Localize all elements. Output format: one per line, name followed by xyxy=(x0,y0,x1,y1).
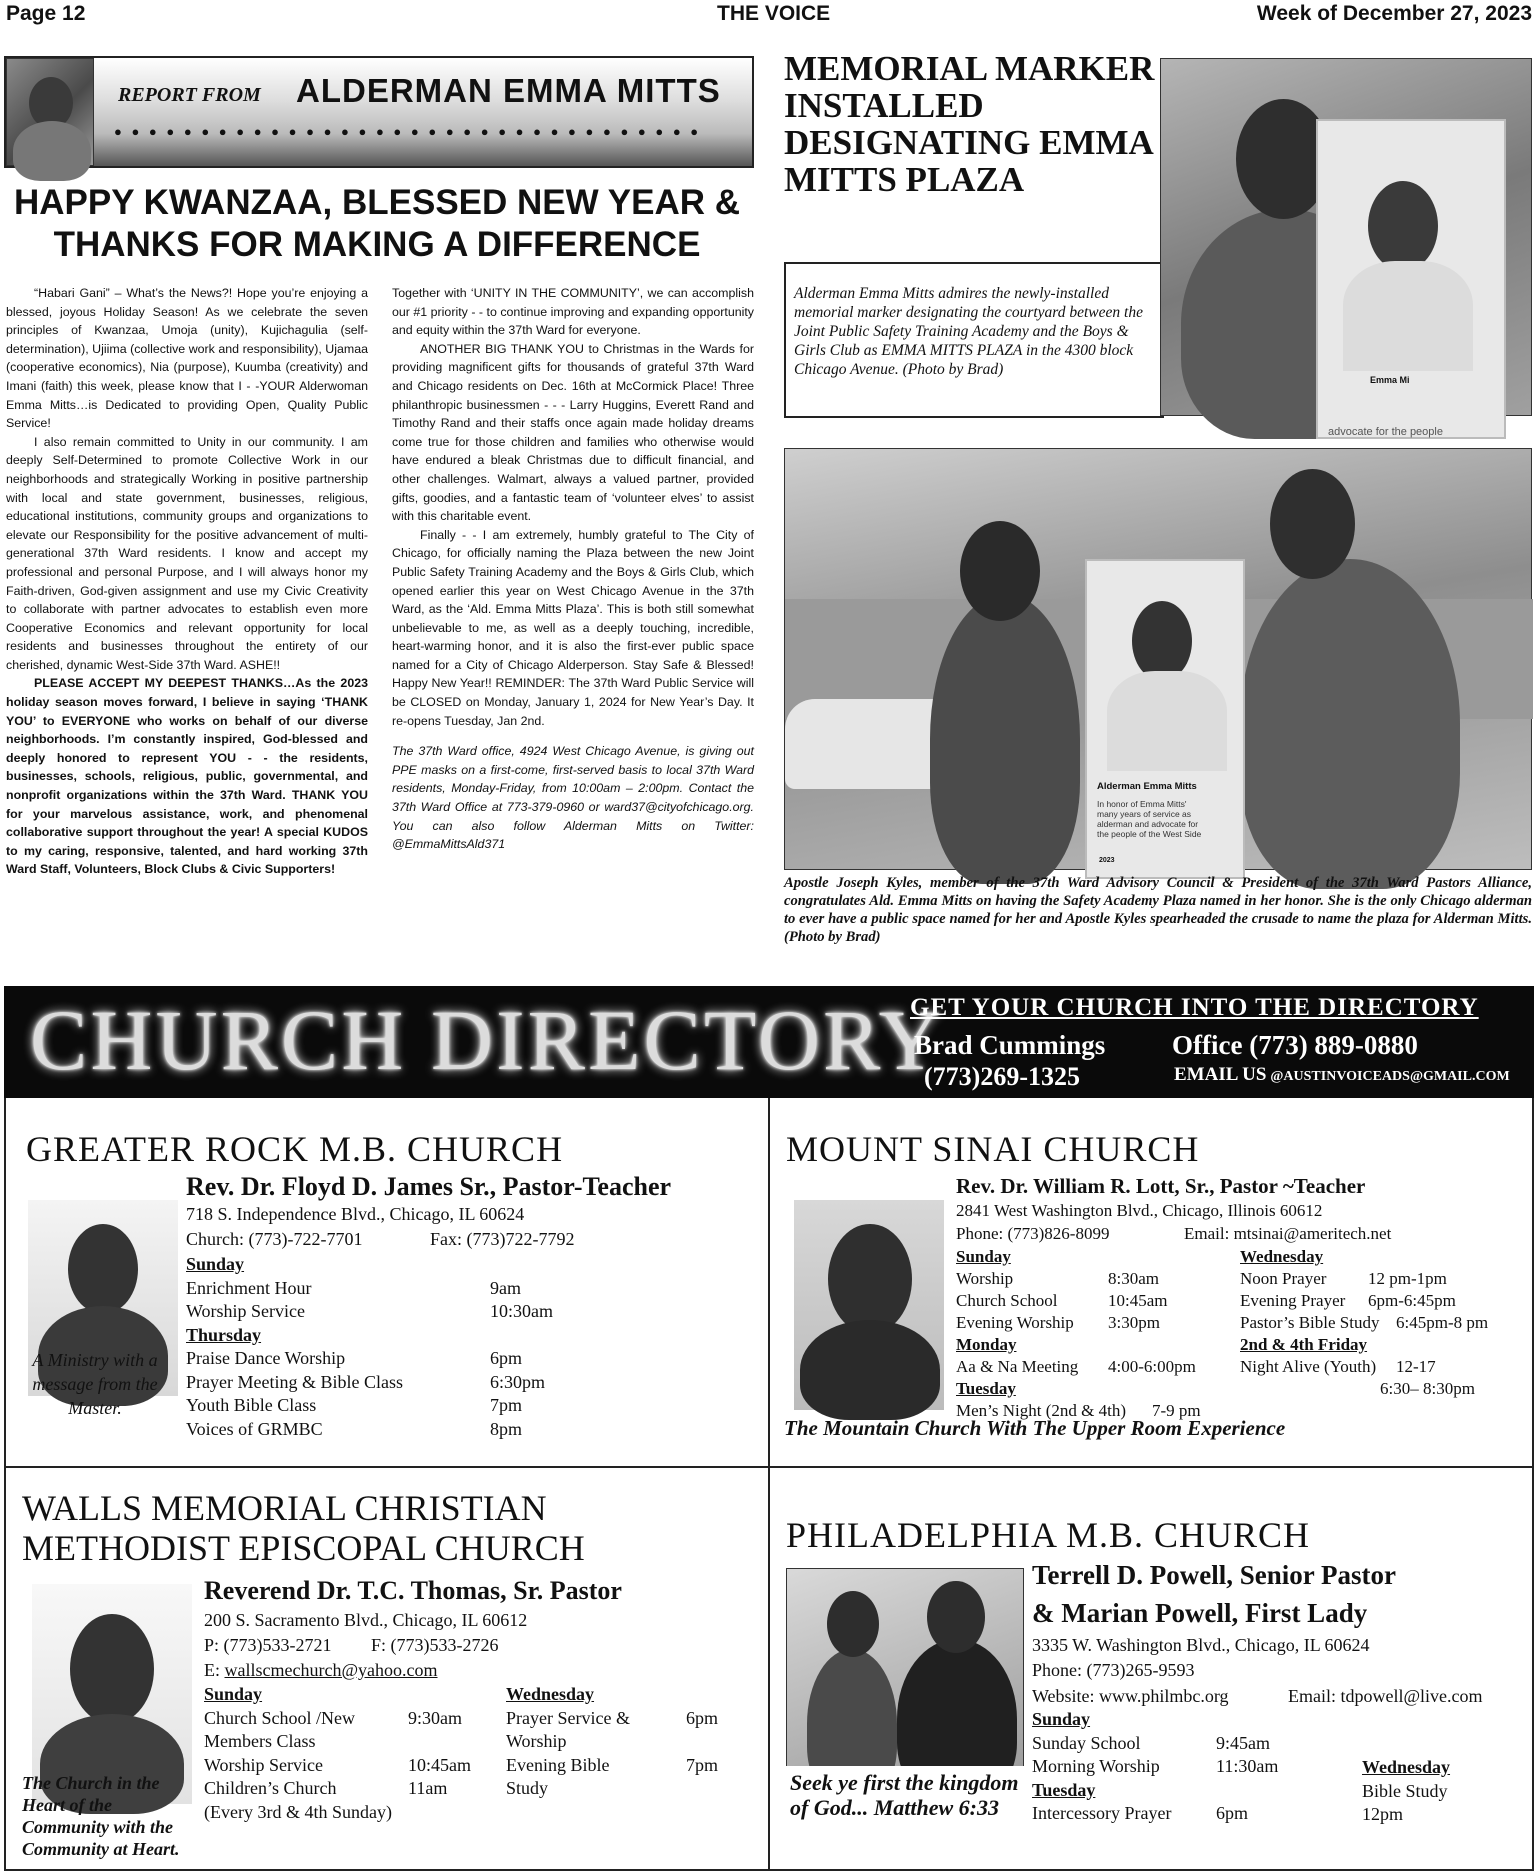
article-mid-column xyxy=(392,284,754,969)
directory-contact-phone: (773)269-1325 xyxy=(924,1062,1080,1091)
schedule-row: Study xyxy=(506,1778,549,1798)
schedule-row: Evening Prayer 6pm-6:45pm xyxy=(1240,1291,1456,1310)
paper-name: THE VOICE xyxy=(717,2,831,25)
article-paragraph: The 37th Ward office, 4924 West Chicago Avenue, is giving out PPE masks on a first-come, first-served basis to local 37th Ward residents, Monday-Friday, from 10:00am – 2:00pm. Contact the 37th Ward Office at 773-379-0960 or ward37@cityofchicago.org. You can also follow Alderman Mitts on Twitter: @EmmaMittsAld371 xyxy=(392,744,754,852)
directory-contact-name: Brad Cummings xyxy=(914,1030,1106,1060)
church-name-line1: WALLS MEMORIAL CHRISTIAN xyxy=(22,1488,547,1528)
church-name: MOUNT SINAI CHURCH xyxy=(786,1129,1200,1169)
pastor-couple-photo xyxy=(786,1568,1024,1780)
directory-email: @AUSTINVOICEADS@GMAIL.COM xyxy=(1270,1069,1510,1084)
schedule-row: Sunday xyxy=(186,1254,245,1274)
schedule-row: Church School /New 9:30am xyxy=(204,1707,462,1728)
philadelphia-schedule-right xyxy=(1362,1756,1522,1827)
schedule-row: Pastor’s Bible Study 6:45pm-8 pm xyxy=(1240,1313,1489,1332)
schedule-row: Church School 10:45am xyxy=(956,1291,1168,1310)
alderman-name-banner: ALDERMAN EMMA MITTS xyxy=(296,72,721,109)
schedule-row: Morning Worship 11:30am xyxy=(1032,1756,1279,1776)
directory-get-listed: GET YOUR CHURCH INTO THE DIRECTORY xyxy=(910,994,1479,1021)
church-directory-banner xyxy=(4,986,1534,1098)
schedule-row: 6:30– 8:30pm xyxy=(1380,1379,1475,1398)
church-email: Email: mtsinai@ameritech.net xyxy=(1184,1224,1392,1243)
plaza-photo-caption: Apostle Joseph Kyles, member of the 37th Ward Advisory Council & President of the 37th Ward Pastors Alliance, congratulates Ald. Emma Mitts on having the Safety Academy Plaza named in her honor. She is the only Chicago alderman to ever have a public space named for her and Apostle Kyles spearheaded the crusade to name the plaza for Alderman Mitts. (Photo by Brad) xyxy=(784,875,1532,945)
schedule-row: Prayer Service & 6pm xyxy=(506,1707,719,1728)
church-address: 2841 West Washington Blvd., Chicago, Illinois 60612 xyxy=(956,1201,1323,1220)
pastor-name: Rev. Dr. William R. Lott, Sr., Pastor ~Teacher xyxy=(956,1174,1366,1198)
email-label: E: xyxy=(204,1660,220,1680)
church-tagline: The Mountain Church With The Upper Room Experience xyxy=(784,1416,1286,1440)
church-name-line2: METHODIST EPISCOPAL CHURCH xyxy=(22,1528,585,1568)
church-phone: P: (773)533-2721 xyxy=(204,1635,332,1655)
schedule-row: Evening Worship 3:30pm xyxy=(956,1313,1160,1332)
schedule-row: Evening Bible 7pm xyxy=(506,1754,719,1775)
church-name: GREATER ROCK M.B. CHURCH xyxy=(26,1129,564,1169)
church-tagline: The Church in the Heart of the Community with the Community at Heart. xyxy=(22,1773,180,1859)
church-address: 718 S. Independence Blvd., Chicago, IL 60624 xyxy=(186,1204,525,1224)
plaza-photo xyxy=(784,448,1532,870)
mount-sinai-schedule-left xyxy=(956,1246,1246,1422)
first-lady-name: & Marian Powell, First Lady xyxy=(1032,1598,1368,1628)
schedule-row: Sunday xyxy=(956,1247,1011,1266)
schedule-row: (Every 3rd & 4th Sunday) xyxy=(204,1801,392,1822)
church-phone: Phone: (773)826-8099 xyxy=(956,1224,1110,1243)
schedule-row: Tuesday xyxy=(956,1379,1016,1398)
greater-rock-schedule xyxy=(186,1253,606,1441)
directory-title: CHURCH DIRECTORY xyxy=(30,992,944,1088)
schedule-row: Worship 8:30am xyxy=(956,1269,1159,1288)
church-email: Email: tdpowell@live.com xyxy=(1288,1686,1483,1706)
schedule-row: Sunday School 9:45am xyxy=(1032,1732,1270,1753)
alderman-portrait xyxy=(6,58,94,166)
schedule-row: Worship Service 10:45am xyxy=(204,1754,471,1775)
church-name: PHILADELPHIA M.B. CHURCH xyxy=(786,1515,1311,1555)
article-paragraph: I also remain committed to Unity in our community. I am deeply Self-Determined to promote Collective Work in our neighborhoods and strategically Working in positive partnership with local and state government, businesses, religious, educational institutions, community groups and organizations to elevate our Responsibility for the positive advancement of multi-generational 37th Ward residents. I know and accept my professional and personal Purpose, and I will always honor my Faith-driven, God-given assignment and use my Civic Creativity to collaborate with partner advocates to establish even more Cooperative Economics and relevant opportunity for local residents and businesses throughout the entirety of our cherished, dynamic West-Side 37th Ward. ASHE!! xyxy=(6,434,368,672)
memorial-photo xyxy=(1160,58,1532,438)
memorial-title: MEMORIAL MARKER INSTALLED DESIGNATING EMMA MITTS PLAZA xyxy=(784,49,1155,199)
memorial-caption-box xyxy=(784,262,1164,418)
headline xyxy=(6,182,748,266)
pastor-name: Rev. Dr. Floyd D. James Sr., Pastor-Teacher xyxy=(186,1172,672,1201)
schedule-row: Voices of GRMBC 8pm xyxy=(186,1418,523,1439)
schedule-row: Enrichment Hour 9am xyxy=(186,1277,521,1298)
sign-year: 2023 xyxy=(1099,857,1115,864)
report-banner xyxy=(4,56,754,168)
schedule-row: Men’s Night (2nd & 4th) 7-9 pm xyxy=(956,1401,1201,1420)
church-phone: Phone: (773)265-9593 xyxy=(1032,1660,1195,1680)
sign-title: Alderman Emma Mitts xyxy=(1097,781,1197,792)
article-left-column xyxy=(6,284,368,969)
schedule-row: Worship Service 10:30am xyxy=(186,1301,553,1321)
church-website: Website: www.philmbc.org xyxy=(1032,1686,1229,1706)
schedule-row: Worship xyxy=(506,1731,567,1751)
schedule-row: Praise Dance Worship 6pm xyxy=(186,1348,523,1368)
article-paragraph: “Habari Gani” – What’s the News?! Hope you’re enjoying a blessed, joyous Holiday Season! As we celebrate the seven principles of Kwanzaa, Umoja (unity), Kujichagulia (self-determination), Ujiima (collective work and responsibility), Ujamaa (cooperative economics), Nia (purpose), Kuumba (creativity) and Imani (faith) this week, please know that I - -YOUR Alderwoman Emma Mitts…is Dedicated to providing Open, Quality Public Service! xyxy=(6,286,368,431)
pastor-name: Reverend Dr. T.C. Thomas, Sr. Pastor xyxy=(204,1576,622,1605)
schedule-row: Tuesday xyxy=(1032,1779,1096,1800)
schedule-row: Noon Prayer 12 pm-1pm xyxy=(1240,1269,1447,1288)
walls-schedule-right xyxy=(506,1683,766,1801)
philadelphia-listing xyxy=(768,1466,1534,1871)
headline-line2: THANKS FOR MAKING A DIFFERENCE xyxy=(53,225,701,264)
directory-email-label: EMAIL US xyxy=(1174,1064,1267,1085)
memorial-caption: Alderman Emma Mitts admires the newly-installed memorial marker designating the courtyard between the Joint Public Safety Training Academy and the Boys & Girls Club as EMMA MITTS PLAZA in the 4300 block Chicago Avenue. (Photo by Brad) xyxy=(794,285,1143,378)
page-number: Page 12 xyxy=(6,2,86,25)
sign-body: In honor of Emma Mitts' many years of service as alderman and advocate for the people of the West Side xyxy=(1097,799,1202,839)
issue-date: Week of December 27, 2023 xyxy=(1256,2,1532,25)
article-paragraph: PLEASE ACCEPT MY DEEPEST THANKS…As the 2023 holiday season moves forward, I believe in saying ‘THANK YOU’ to EVERYONE who works on behalf of our diverse neighborhoods. I’m constantly inspired, God-blessed and deeply honored to represent YOU - - the residents, businesses, schools, religious, public, governmental, and nonprofit organizations within the 37th Ward. THANK YOU for your marvelous assistance, work, and phenomenal collaborative support throughout the year! A special KUDOS to my caring, responsive, talented, and hard working 37th Ward Staff, Volunteers, Block Clubs & Civic Supporters! xyxy=(6,676,368,877)
mount-sinai-listing xyxy=(768,1098,1534,1468)
page-header xyxy=(6,2,1532,28)
church-address: 3335 W. Washington Blvd., Chicago, IL 60624 xyxy=(1032,1635,1370,1655)
article-paragraph: ANOTHER BIG THANK YOU to Christmas in the Wards for providing magnificent gifts for thousands of grateful 37th Ward and Chicago residents on Dec. 16th at McCormick Place! Three philanthropic businessmen - - - Larry Huggins, Everett Rand and Timothy Rand and their staffs once again made holiday dreams come true for those children and families who otherwise would have endured a bleak Christmas due to difficult financial, and other challenges. Walmart, always a valued partner, provided gifts, goodies, and a fantastic team of ‘volunteer elves’ to assist with this charitable event. xyxy=(392,341,754,524)
schedule-row: Intercessory Prayer 6pm xyxy=(1032,1803,1249,1823)
schedule-row: Bible Study xyxy=(1362,1780,1448,1801)
directory-office-phone: Office (773) 889-0880 xyxy=(1172,1030,1418,1060)
pastor-name: Terrell D. Powell, Senior Pastor xyxy=(1032,1560,1396,1590)
schedule-row: Sunday xyxy=(1032,1709,1091,1729)
schedule-row: 2nd & 4th Friday xyxy=(1240,1335,1368,1354)
pastor-photo xyxy=(32,1584,192,1804)
schedule-row: Aa & Na Meeting 4:00-6:00pm xyxy=(956,1357,1196,1376)
article-paragraph: Together with ‘UNITY IN THE COMMUNITY’, we can accomplish our #1 priority - - to continue improving and expanding opportunity and equity within the 37th Ward for everyone. xyxy=(392,286,754,338)
schedule-row: Wednesday xyxy=(1240,1247,1324,1266)
church-fax: F: (773)533-2726 xyxy=(371,1635,499,1655)
schedule-row: Night Alive (Youth) 12-17 xyxy=(1240,1357,1436,1376)
schedule-row: Thursday xyxy=(186,1324,262,1345)
church-phone: Church: (773)-722-7701 xyxy=(186,1229,363,1249)
walls-memorial-listing xyxy=(4,1466,770,1871)
schedule-row: Sunday xyxy=(204,1684,263,1704)
church-fax: Fax: (773)722-7792 xyxy=(430,1229,575,1249)
schedule-row: Youth Bible Class 7pm xyxy=(186,1395,523,1415)
sign-text: Emma Mi xyxy=(1370,375,1410,385)
headline-line1: HAPPY KWANZAA, BLESSED NEW YEAR & xyxy=(13,183,740,222)
article-paragraph: Finally - - I am extremely, humbly grateful to The City of Chicago, for officially naming the Plaza between the new Joint Public Safety Training Academy and the Boys & Girls Club, which opened earlier this year on West Chicago Avenue in the 37th Ward, as the ‘Ald. Emma Mitts Plaza’. This is both still somewhat unbelievable to me, as well as a deeply touching, incredible, heart-warming honor, and it is also the first-ever public space named for a City of Chicago Alderperson. Stay Safe & Blessed! Happy New Year!! REMINDER: The 37th Ward Public Service will be CLOSED on Monday, January 1, 2024 for New Year’s Day. It re-opens Tuesday, Jan 2nd. xyxy=(392,527,754,728)
philadelphia-schedule-left xyxy=(1032,1708,1332,1826)
schedule-row: Wednesday xyxy=(1362,1757,1451,1777)
report-from-label: REPORT FROM xyxy=(118,84,261,106)
schedule-row: 12pm xyxy=(1362,1804,1404,1824)
banner-dots: ● ● ● ● ● ● ● ● ● ● ● ● ● ● ● ● ● ● ● ● ● ● ● ● ● ● ● ● ● ● ● ● ● ● xyxy=(114,124,702,139)
mount-sinai-schedule-right xyxy=(1240,1246,1530,1400)
walls-schedule-left xyxy=(204,1683,504,1824)
schedule-row: Monday xyxy=(956,1335,1017,1354)
greater-rock-listing xyxy=(4,1098,770,1468)
church-tagline: A Ministry with a message from the Master. xyxy=(32,1350,158,1418)
church-tagline: Seek ye first the kingdom of God... Matthew 6:33 xyxy=(786,1766,1024,1846)
church-email-link[interactable]: wallscmechurch@yahoo.com xyxy=(224,1660,438,1680)
sign-text: advocate for the people xyxy=(1328,426,1443,438)
schedule-row: Prayer Meeting & Bible Class 6:30pm xyxy=(186,1371,546,1392)
schedule-row: Children’s Church 11am xyxy=(204,1778,448,1798)
pastor-photo xyxy=(794,1200,944,1410)
schedule-row: Wednesday xyxy=(506,1684,595,1704)
church-address: 200 S. Sacramento Blvd., Chicago, IL 60612 xyxy=(204,1610,528,1630)
schedule-row: Members Class xyxy=(204,1731,316,1751)
